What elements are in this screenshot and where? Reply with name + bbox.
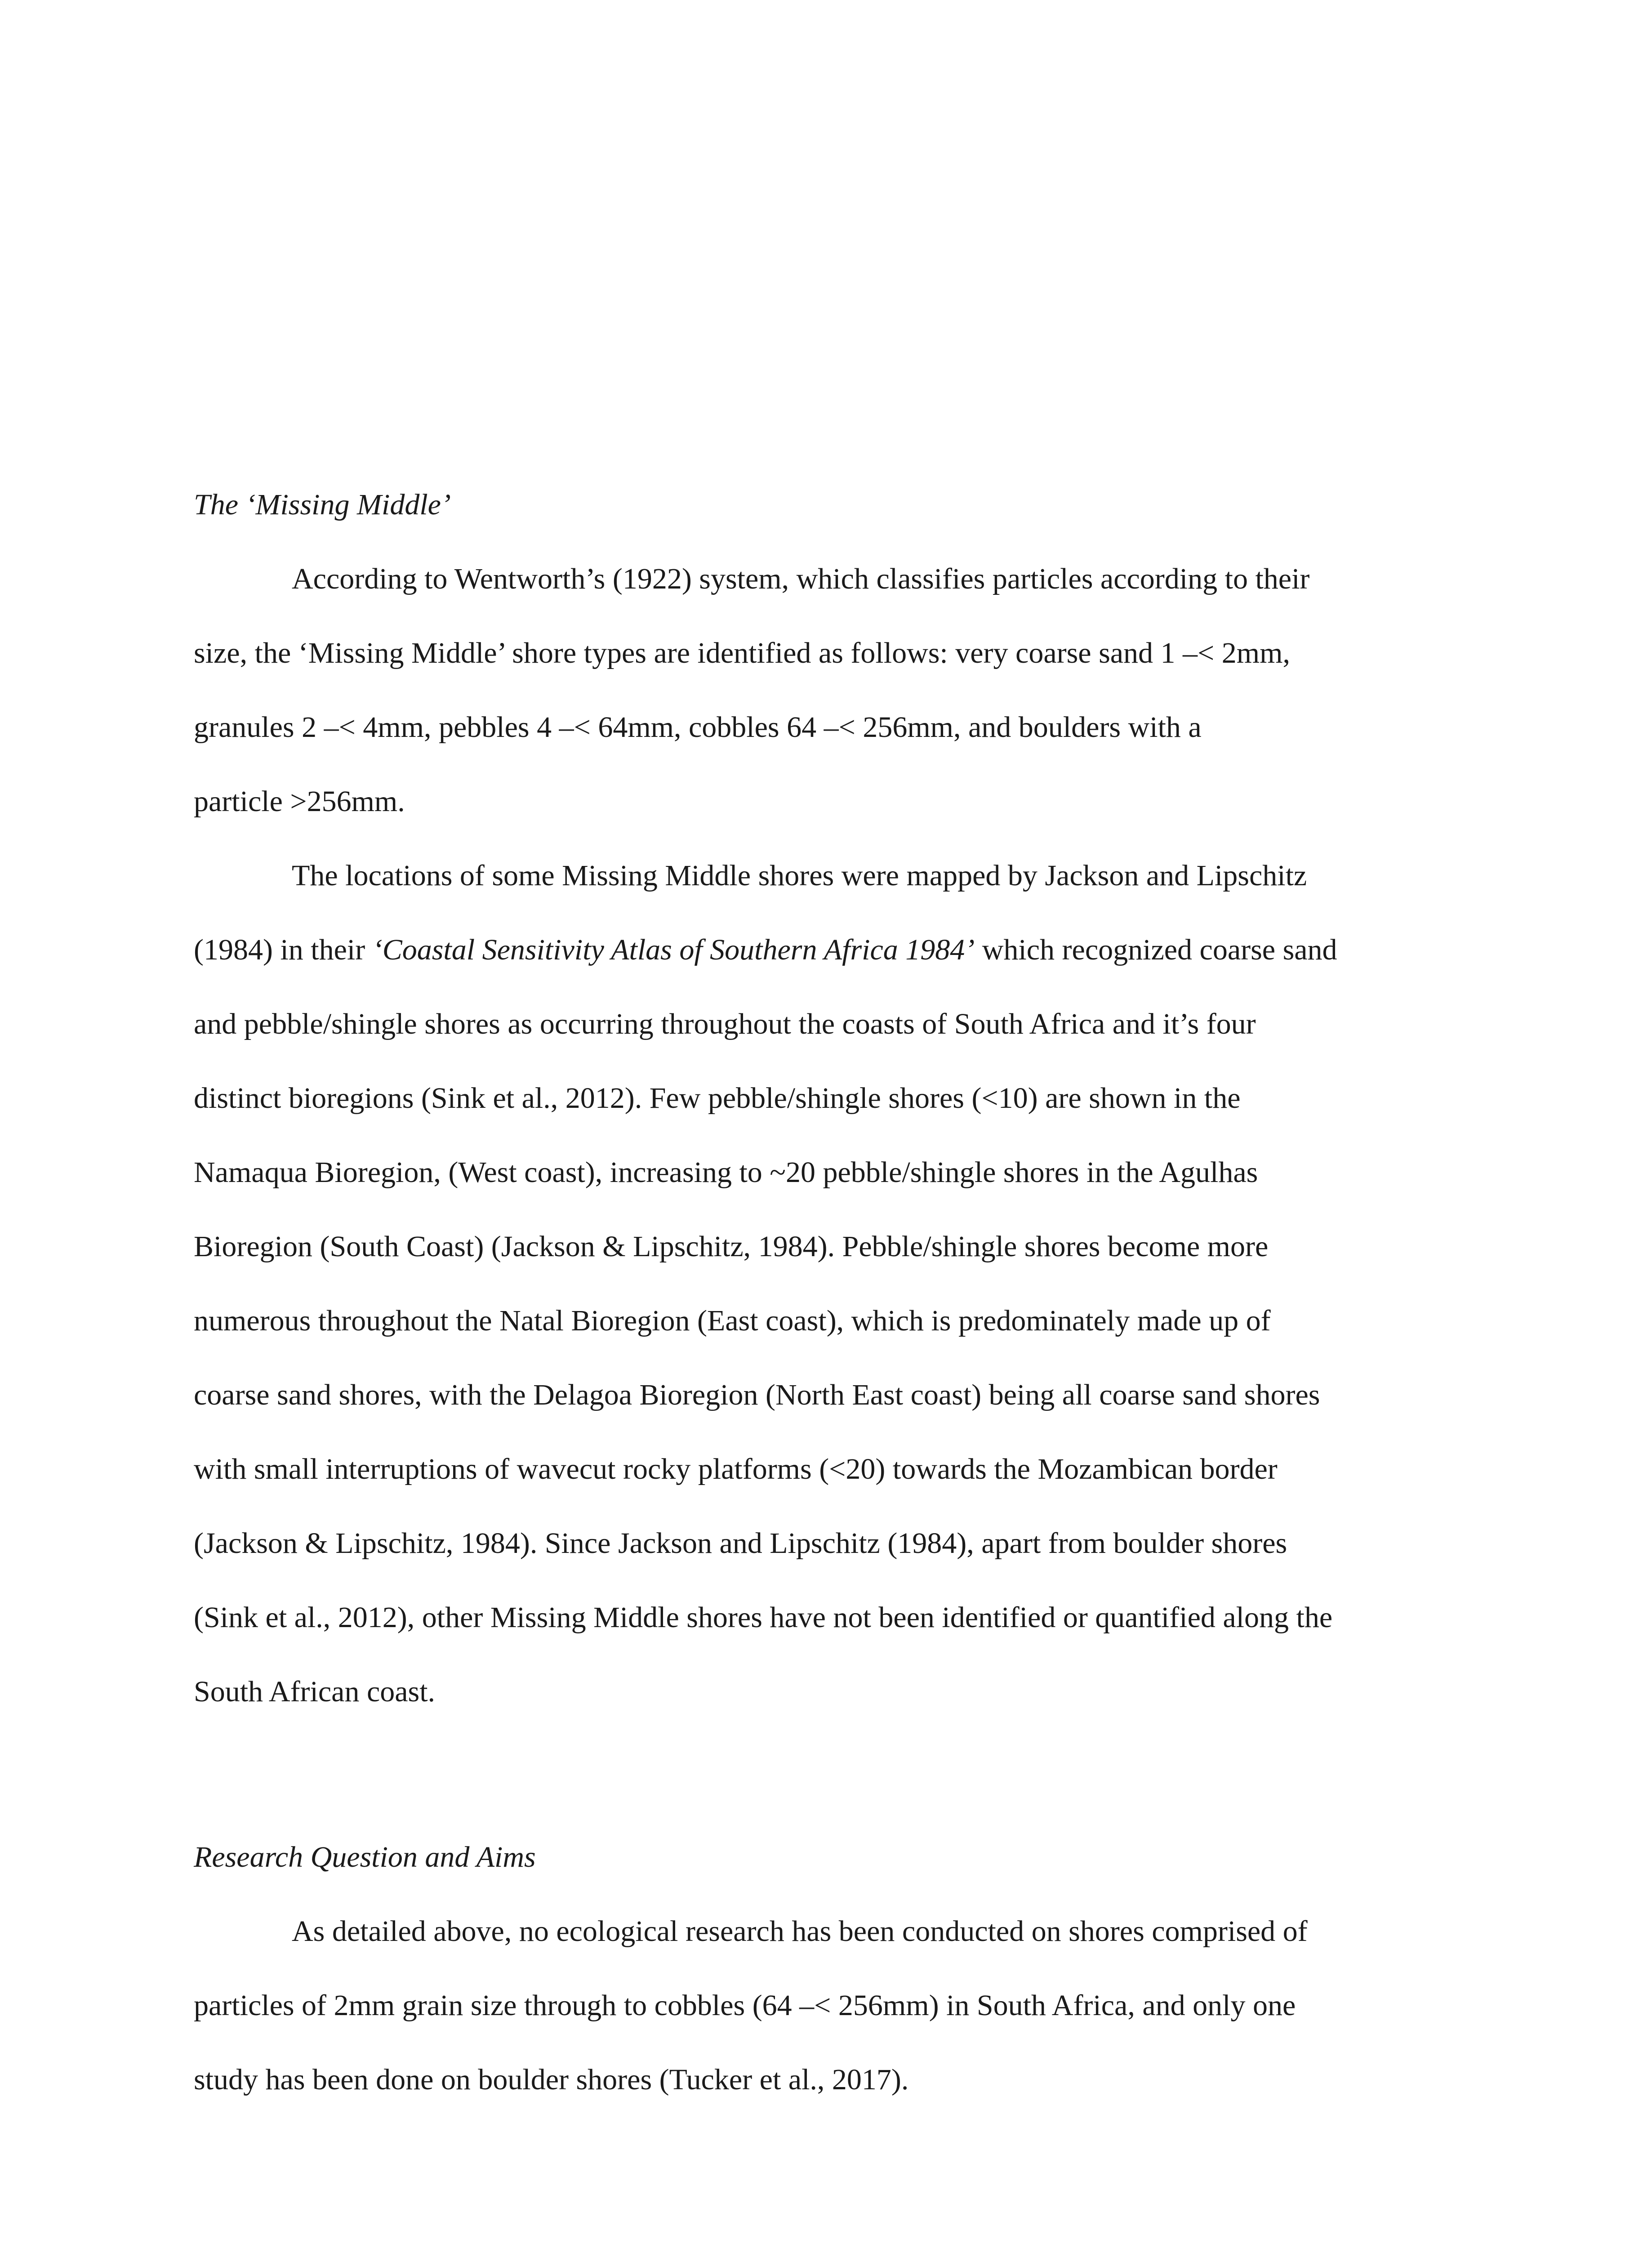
paragraph-line: As detailed above, no ecological research has been conducted on shores comprised of [292,1915,1308,1948]
paragraph-text: which recognized coarse sand [975,933,1337,966]
paragraph-line: study has been done on boulder shores (Tucker et al., 2017). [194,2063,909,2096]
paragraph-wentworth [194,542,1470,839]
paragraph-line-with-atlas-title [194,913,1470,987]
paragraph-line: (Jackson & Lipschitz, 1984). Since Jackson and Lipschitz (1984), apart from boulder shores [194,1527,1287,1560]
paragraph-line: size, the ‘Missing Middle’ shore types are identified as follows: very coarse sand 1 –< 2mm, [194,637,1290,669]
paragraph-line: According to Wentworth’s (1922) system, which classifies particles according to their [292,562,1310,595]
atlas-title: ‘Coastal Sensitivity Atlas of Southern Africa 1984’ [372,933,975,966]
paragraph-line: The locations of some Missing Middle shores were mapped by Jackson and Lipschitz [292,859,1307,892]
paragraph-line: with small interruptions of wavecut rocky platforms (<20) towards the Mozambican border [194,1453,1278,1485]
section-spacer [194,1729,1470,1820]
page-body [194,468,1470,2117]
paragraph-text: (1984) in their [194,933,373,966]
paragraph-line: Namaqua Bioregion, (West coast), increasing to ~20 pebble/shingle shores in the Agulhas [194,1156,1258,1189]
paragraph-line: and pebble/shingle shores as occurring throughout the coasts of South Africa and it’s four [194,1008,1256,1040]
paragraph-line: particles of 2mm grain size through to cobbles (64 –< 256mm) in South Africa, and only one [194,1989,1296,2022]
section-heading-research-question: Research Question and Aims [194,1841,536,1873]
paragraph-line: distinct bioregions (Sink et al., 2012). Few pebble/shingle shores (<10) are shown in the [194,1082,1241,1115]
paragraph-research-aims [194,1894,1470,2117]
section-heading-missing-middle: The ‘Missing Middle’ [194,488,451,521]
paragraph-line: (Sink et al., 2012), other Missing Middle shores have not been identified or quantified along the [194,1601,1333,1634]
paragraph-line: South African coast. [194,1675,436,1708]
paragraph-line: granules 2 –< 4mm, pebbles 4 –< 64mm, cobbles 64 –< 256mm, and boulders with a [194,711,1202,744]
paragraph-line: Bioregion (South Coast) (Jackson & Lipschitz, 1984). Pebble/shingle shores become more [194,1230,1269,1263]
paragraph-jackson-lipschitz [194,839,1470,1729]
paragraph-line: numerous throughout the Natal Bioregion (East coast), which is predominately made up of [194,1304,1271,1337]
paragraph-line: particle >256mm. [194,785,405,818]
paragraph-line: coarse sand shores, with the Delagoa Bioregion (North East coast) being all coarse sand shores [194,1378,1320,1411]
